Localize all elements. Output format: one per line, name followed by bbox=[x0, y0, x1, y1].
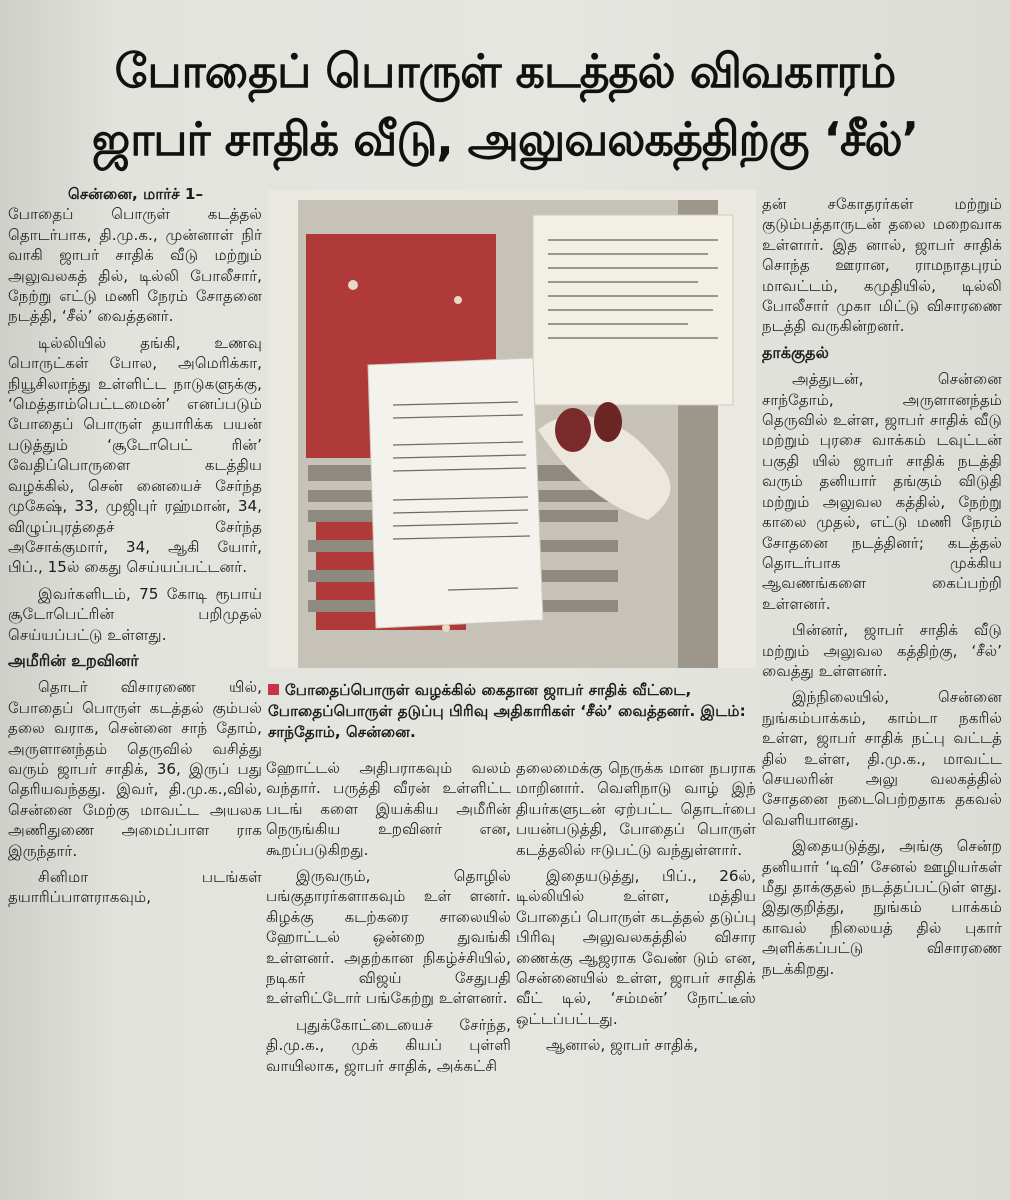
paragraph: சினிமா படங்கள் தயாரிப்பாளராகவும், bbox=[8, 868, 262, 907]
paragraph: ஹோட்டல் அதிபராகவும் வலம் வந்தார். பருத்தி வீரன் உள்ளிட்ட படங் களை இயக்கிய அமீரின் நெருங்கிய உறவினர் என, கூறப்படுகிறது. bbox=[266, 759, 511, 859]
article-column-1 bbox=[8, 184, 262, 914]
headline-line-1: போதைப் பொருள் கடத்தல் விவகாரம் bbox=[114, 44, 896, 98]
paragraph: இதையடுத்து, அங்கு சென்ற தனியார் ‘டிவி’ சேனல் ஊழியர்கள் மீது தாக்குதல் நடத்தப்பட்டுள் ளது. இதுகுறித்து, நுங்கம் பாக்கம் காவல் நிலையத் தில் புகார் அளிக்கப்பட்டு விசாரணை நடக்கிறது. bbox=[762, 837, 1002, 978]
paragraph: இந்நிலையில், சென்னை நுங்கம்பாக்கம், காம்டா நகரில் உள்ள, ஜாபர் சாதிக் நட்பு வட்டத் தில் உள்ள, தி.மு.க., மாவட்ட செயலரின் அலு வலகத்தில் சோதனை நடைபெற்றதாக தகவல் வெளியானது. bbox=[762, 688, 1002, 829]
photo-illustration bbox=[268, 190, 756, 668]
article-column-4 bbox=[762, 194, 1002, 985]
paragraph: பின்னர், ஜாபர் சாதிக் வீடு மற்றும் அலுவல கத்திற்கு, ‘சீல்’ வைத்து உள்ளனர். bbox=[762, 621, 1002, 680]
paragraph: தலைமைக்கு நெருக்க மான நபராக மாறினார். வெளிநாடு வாழ் இந் தியர்களுடன் ஏற்பட்ட தொடர்பை பயன்படுத்தி, போதைப் பொருள் கடத்தலில் ஈடுபட்டு வந்துள்ளார். bbox=[516, 759, 756, 859]
paragraph: போதைப் பொருள் கடத்தல் தொடர்பாக, தி.மு.க., முன்னாள் நிர் வாகி ஜாபர் சாதிக் வீடு மற்றும் அலுவலகத் தில், டில்லி போலீசார், நேற்று எட்டு மணி நேரம் சோதனை நடத்தி, ‘சீல்’ வைத்தனர். bbox=[8, 205, 262, 326]
paragraph: தொடர் விசாரணை யில், போதைப் பொருள் கடத்தல் கும்பல் தலை வராக, சென்னை சாந் தோம், அருளானந்தம் தெருவில் வசித்து வரும் ஜாபர் சாதிக், 36, இருப் பது தெரியவந்தது. இவர், தி.மு.க.,வில், சென்னை மேற்கு மாவட்ட அயலக அணிதுணை அமைப்பாள ராக இருந்தார். bbox=[8, 678, 262, 860]
subheading: தாக்குதல் bbox=[762, 342, 829, 362]
paragraph: டில்லியில் தங்கி, உணவு பொருட்கள் போல, அமெரிக்கா, நியூசிலாந்து உள்ளிட்ட நாடுகளுக்கு, ‘மெத்தாம்பெட்டமைன்’ எனப்படும் போதைப் பொருள் தயாரிக்க பயன் படுத்தும் ‘சூடோபெட் ரின்’ வேதிப்பொருளை கடத்திய வழக்கில், சென் னையைச் சேர்ந்த முகேஷ், 33, முஜிபுர் ரஹ்மான், 34, விழுப்புரத்தைச் சேர்ந்த அசோக்குமார், 34, ஆகி யோர், பிப்., 15ல் கைது செய்யப்பட்டனர். bbox=[8, 333, 262, 577]
photo-caption bbox=[268, 680, 756, 743]
paragraph: தன் சகோதரர்கள் மற்றும் குடும்பத்தாருடன் தலை மறைவாக உள்ளார். இத னால், ஜாபர் சாதிக் சொந்த ஊரான, ராமநாதபுரம் மாவட்டம், கமுதியில், டில்லி போலீசார் முகா மிட்டு விசாரணை நடத்தி வருகின்றனர். bbox=[762, 195, 1002, 336]
paragraph: புதுக்கோட்டையைச் சேர்ந்த, தி.மு.க., முக் கியப் புள்ளி வாயிலாக, ஜாபர் சாதிக், அக்கட்சி bbox=[266, 1015, 511, 1075]
subheading: அமீரின் உறவினர் bbox=[8, 650, 139, 670]
photo-sealed-door bbox=[268, 190, 756, 668]
paragraph: ஆனால், ஜாபர் சாதிக், bbox=[546, 1036, 699, 1055]
caption-marker bbox=[268, 684, 279, 695]
dateline: சென்னை, மார்ச் 1– bbox=[68, 185, 204, 203]
article-column-2 bbox=[266, 758, 511, 1082]
paragraph: அத்துடன், சென்னை சாந்தோம், அருளானந்தம் தெருவில் உள்ள, ஜாபர் சாதிக் வீடு மற்றும் புரசை வாக்கம் டவுட்டன் பகுதி யில் ஜாபர் சாதிக் நடத்தி வரும் தனியார் தங்கும் விடுதி மற்றும் அலுவல கத்தில், நேற்று காலை முதல், எட்டு மணி நேரம் சோதனை நடத்தினர்; கடத்தல் தொடர்பாக முக்கிய ஆவணங்களை கைப்பற்றி உள்ளனர். bbox=[762, 370, 1002, 613]
headline-line-2: ஜாபர் சாதிக் வீடு, அலுவலகத்திற்கு ‘சீல்’ bbox=[91, 112, 919, 166]
paragraph: இவர்களிடம், 75 கோடி ரூபாய் சூடோபெட்ரின் பறிமுதல் செய்யப்பட்டு உள்ளது. bbox=[8, 584, 262, 644]
caption-text: போதைப்பொருள் வழக்கில் கைதான ஜாபர் சாதிக் வீட்டை, போதைப்பொருள் தடுப்பு பிரிவு அதிகாரிகள் ‘சீல்’ வைத்தனர். இடம்: சாந்தோம், சென்னை. bbox=[268, 681, 746, 741]
paragraph: இதையடுத்து, பிப்., 26ல், டில்லியில் உள்ள, மத்திய போதைப் பொருள் கடத்தல் தடுப்பு பிரிவு அலுவலகத்தில் விசார ணைக்கு ஆஜராக வேண் டும் என, சென்னையில் உள்ள, ஜாபர் சாதிக் வீட் டில், ‘சம்மன்’ நோட்டீஸ் ஒட்டப்பட்டது. bbox=[516, 867, 756, 1028]
paragraph: இருவரும், தொழில் பங்குதாரர்களாகவும் உள் ளனர். கிழக்கு கடற்கரை சாலையில் ஹோட்டல் ஒன்றை துவங்கி உள்ளனர். அதற்கான நிகழ்ச்சியில், நடிகர் விஜய் சேதுபதி உள்ளிட்டோர் பங்கேற்று உள்ளனர். bbox=[266, 867, 511, 1008]
article-column-3 bbox=[516, 758, 756, 1062]
